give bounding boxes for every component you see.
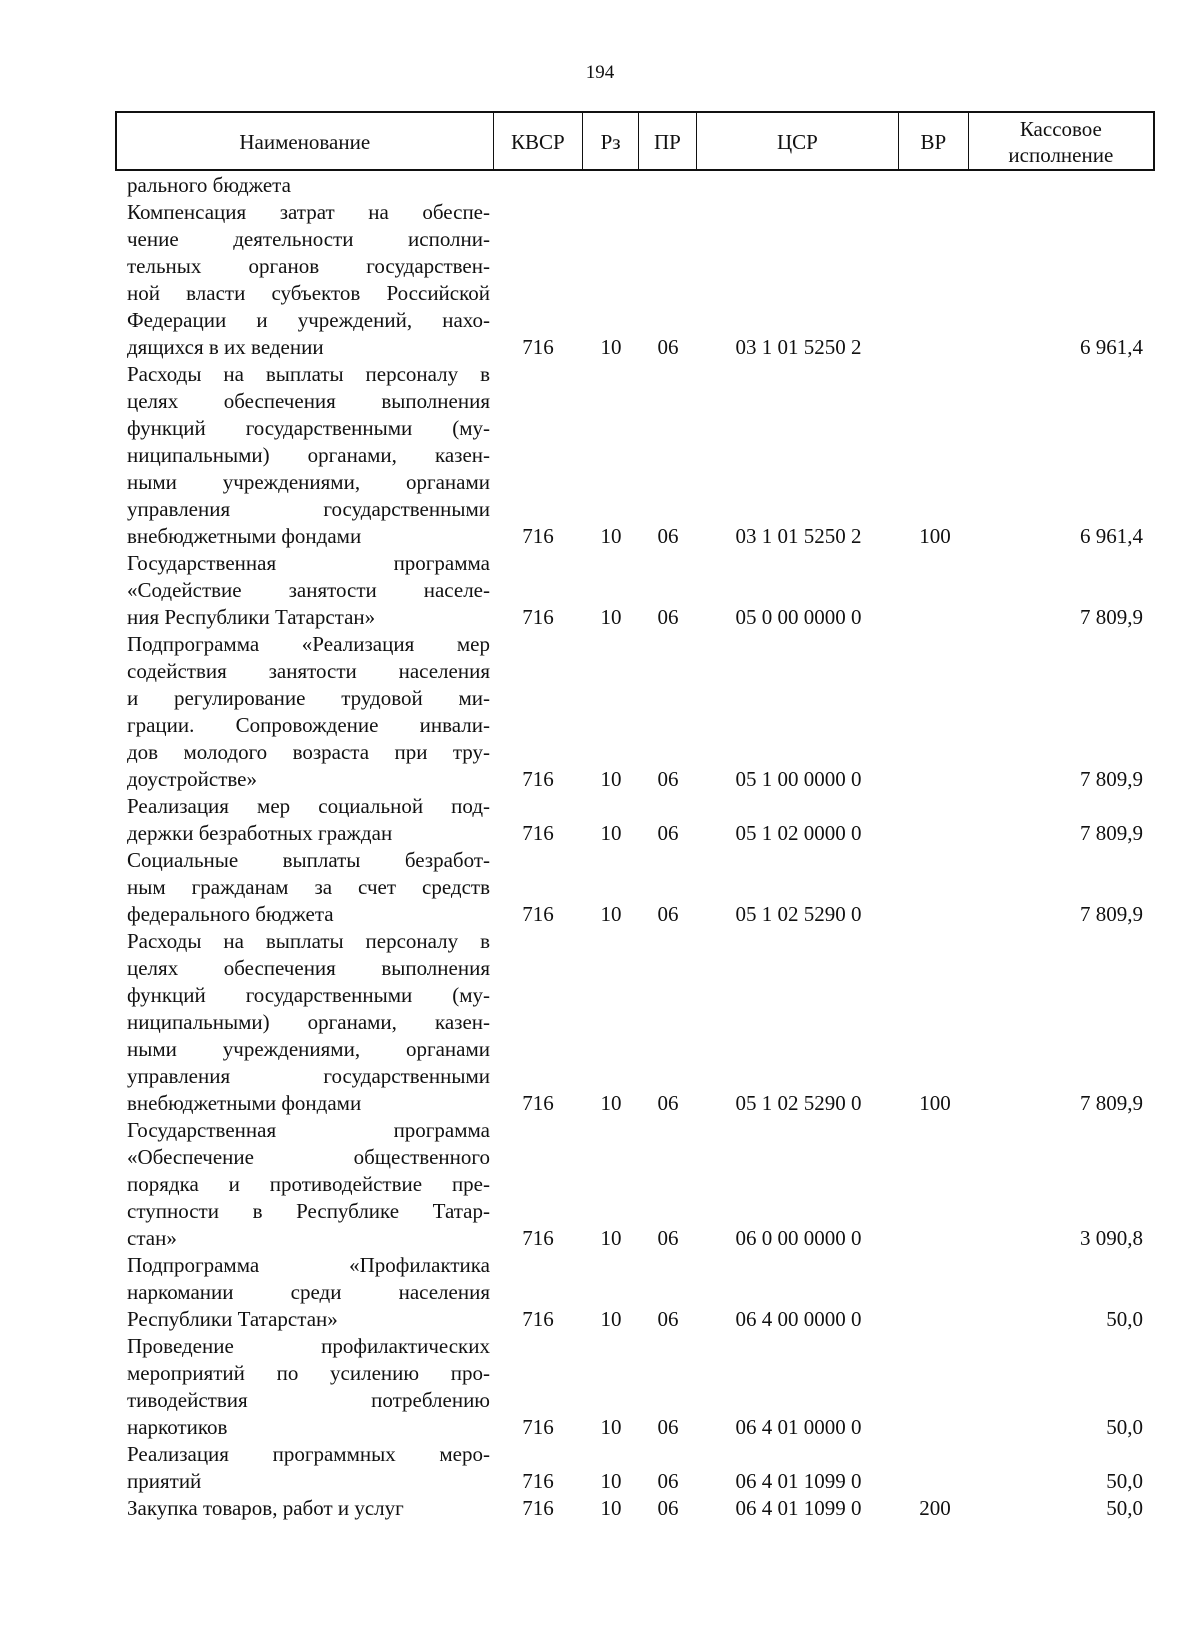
cell-pr: 06 [657, 605, 679, 629]
cell-kvsr: 716 [522, 1226, 554, 1250]
cell-execution: 6 961,4 [1080, 335, 1143, 359]
column-header-pr: ПР [639, 113, 697, 169]
cell-csr: 05 1 02 5290 0 [735, 1091, 862, 1115]
cell-vr: 100 [919, 524, 951, 548]
cell-vr: 200 [919, 1496, 951, 1520]
table-row [115, 847, 1155, 928]
column-header-name: Наименование [117, 113, 494, 169]
cell-pr: 06 [657, 902, 679, 926]
cell-pr: 06 [657, 524, 679, 548]
cell-rz: 10 [600, 1226, 622, 1250]
table-row [115, 1252, 1155, 1333]
table-row [115, 1117, 1155, 1252]
cell-execution: 50,0 [1106, 1469, 1143, 1493]
cell-execution: 50,0 [1106, 1307, 1143, 1331]
cell-name: Компенсация затрат на обеспе- чение деятельности исполни- тельных органов государствен- ной власти субъектов Российской Федерации и учреждений, нахо- дящихся в их ведении [127, 200, 490, 359]
cell-execution: 3 090,8 [1080, 1226, 1143, 1250]
cell-kvsr: 716 [522, 902, 554, 926]
cell-pr: 06 [657, 1226, 679, 1250]
cell-kvsr: 716 [522, 1469, 554, 1493]
cell-name: Социальные выплаты безработ- ным гражданам за счет средств федерального бюджета [127, 848, 490, 926]
cell-pr: 06 [657, 1307, 679, 1331]
cell-execution: 50,0 [1106, 1415, 1143, 1439]
column-header-rz: Рз [583, 113, 639, 169]
table-row [115, 928, 1155, 1117]
cell-pr: 06 [657, 1469, 679, 1493]
cell-rz: 10 [600, 524, 622, 548]
table-row [115, 172, 1155, 199]
column-header-execution: Кассовое исполнение [1008, 117, 1114, 167]
cell-pr: 06 [657, 335, 679, 359]
cell-pr: 06 [657, 1496, 679, 1520]
cell-kvsr: 716 [522, 524, 554, 548]
cell-rz: 10 [600, 1496, 622, 1520]
cell-kvsr: 716 [522, 1307, 554, 1331]
cell-name: рального бюджета [127, 173, 291, 197]
cell-execution: 7 809,9 [1080, 1091, 1143, 1115]
cell-name: Проведение профилактических мероприятий по усилению про- тиводействия потреблению наркотиков [127, 1334, 490, 1439]
table-row [115, 199, 1155, 361]
cell-rz: 10 [600, 767, 622, 791]
cell-pr: 06 [657, 767, 679, 791]
cell-name: Государственная программа «Обеспечение общественного порядка и противодействие пре- ступности в Республике Татар- стан» [127, 1118, 490, 1250]
cell-kvsr: 716 [522, 767, 554, 791]
cell-name: Подпрограмма «Профилактика наркомании среди населения Республики Татарстан» [127, 1253, 490, 1331]
cell-name: Расходы на выплаты персоналу в целях обеспечения выполнения функций государственными (му- ниципальными) органами, казен- ными учреждениями, органами управления государственными внебюджетными фондами [127, 929, 490, 1115]
cell-pr: 06 [657, 1091, 679, 1115]
cell-csr: 03 1 01 5250 2 [735, 524, 862, 548]
cell-rz: 10 [600, 1415, 622, 1439]
cell-kvsr: 716 [522, 821, 554, 845]
cell-name: Закупка товаров, работ и услуг [127, 1496, 404, 1520]
column-header-csr: ЦСР [697, 113, 899, 169]
column-header-vr: ВР [899, 113, 969, 169]
cell-kvsr: 716 [522, 605, 554, 629]
cell-execution: 6 961,4 [1080, 524, 1143, 548]
cell-execution: 7 809,9 [1080, 902, 1143, 926]
cell-execution: 50,0 [1106, 1496, 1143, 1520]
cell-kvsr: 716 [522, 1496, 554, 1520]
page-number: 194 [585, 62, 615, 83]
cell-kvsr: 716 [522, 335, 554, 359]
cell-csr: 06 4 00 0000 0 [735, 1307, 862, 1331]
cell-vr: 100 [919, 1091, 951, 1115]
cell-csr: 05 1 02 0000 0 [735, 821, 862, 845]
cell-pr: 06 [657, 1415, 679, 1439]
table-row [115, 631, 1155, 793]
table-header [115, 111, 1155, 171]
cell-name: Государственная программа «Содействие занятости населе- ния Республики Татарстан» [127, 551, 490, 629]
cell-csr: 06 0 00 0000 0 [735, 1226, 862, 1250]
cell-kvsr: 716 [522, 1091, 554, 1115]
cell-csr: 06 4 01 1099 0 [735, 1469, 862, 1493]
cell-execution: 7 809,9 [1080, 767, 1143, 791]
table-row [115, 361, 1155, 550]
table-body [115, 172, 1155, 1522]
table-row [115, 1441, 1155, 1495]
cell-name: Реализация мер социальной под- держки безработных граждан [127, 794, 490, 845]
cell-csr: 05 1 02 5290 0 [735, 902, 862, 926]
cell-execution: 7 809,9 [1080, 821, 1143, 845]
cell-csr: 03 1 01 5250 2 [735, 335, 862, 359]
cell-pr: 06 [657, 821, 679, 845]
cell-rz: 10 [600, 902, 622, 926]
table-row [115, 1495, 1155, 1522]
column-header-kvsr: КВСР [494, 113, 584, 169]
table-row [115, 793, 1155, 847]
cell-execution: 7 809,9 [1080, 605, 1143, 629]
cell-csr: 05 0 00 0000 0 [735, 605, 862, 629]
cell-rz: 10 [600, 1469, 622, 1493]
cell-name: Реализация программных меро- приятий [127, 1442, 490, 1493]
cell-rz: 10 [600, 335, 622, 359]
cell-name: Расходы на выплаты персоналу в целях обеспечения выполнения функций государственными (му- ниципальными) органами, казен- ными учреждениями, органами управления государственными внебюджетными фондами [127, 362, 490, 548]
cell-rz: 10 [600, 1091, 622, 1115]
cell-name: Подпрограмма «Реализация мер содействия занятости населения и регулирование трудовой ми- грации. Сопровождение инвали- дов молодого возраста при тру- доустройстве» [127, 632, 490, 791]
cell-csr: 06 4 01 1099 0 [735, 1496, 862, 1520]
cell-csr: 06 4 01 0000 0 [735, 1415, 862, 1439]
cell-rz: 10 [600, 821, 622, 845]
table-row [115, 1333, 1155, 1441]
cell-rz: 10 [600, 1307, 622, 1331]
cell-kvsr: 716 [522, 1415, 554, 1439]
table-row [115, 550, 1155, 631]
cell-csr: 05 1 00 0000 0 [735, 767, 862, 791]
cell-rz: 10 [600, 605, 622, 629]
